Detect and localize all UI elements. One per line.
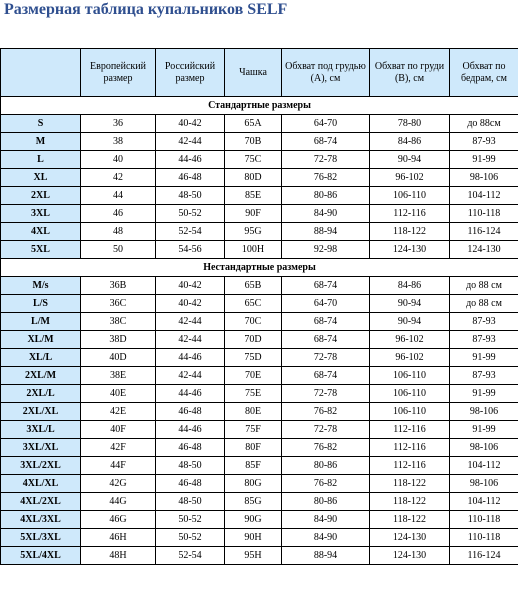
cell-eu-size: 44 [81,187,156,205]
cell-size: XL [1,169,81,187]
cell-underbust: 76-82 [282,475,370,493]
cell-size: L/S [1,295,81,313]
cell-hips: 87-93 [450,331,518,349]
cell-underbust: 84-90 [282,529,370,547]
cell-hips: 98-106 [450,439,518,457]
cell-ru-size: 42-44 [156,133,225,151]
header-ru-size: Российский размер [156,49,225,97]
cell-eu-size: 42G [81,475,156,493]
cell-bust: 106-110 [370,385,450,403]
cell-hips: 116-124 [450,547,518,565]
table-row [1,529,518,547]
cell-cup: 70C [225,313,282,331]
cell-bust: 84-86 [370,133,450,151]
cell-eu-size: 48 [81,223,156,241]
cell-eu-size: 46H [81,529,156,547]
cell-size: 2XL/XL [1,403,81,421]
table-row [1,511,518,529]
cell-ru-size: 48-50 [156,493,225,511]
cell-ru-size: 42-44 [156,367,225,385]
cell-size: 2XL/L [1,385,81,403]
cell-bust: 78-80 [370,115,450,133]
section-row [1,259,518,277]
cell-eu-size: 40E [81,385,156,403]
cell-ru-size: 50-52 [156,529,225,547]
table-row [1,151,518,169]
cell-underbust: 68-74 [282,331,370,349]
cell-bust: 118-122 [370,493,450,511]
cell-hips: 104-112 [450,187,518,205]
cell-hips: 104-112 [450,457,518,475]
table-row [1,403,518,421]
cell-underbust: 64-70 [282,115,370,133]
cell-size: XL/L [1,349,81,367]
cell-underbust: 76-82 [282,169,370,187]
cell-ru-size: 44-46 [156,349,225,367]
cell-eu-size: 42F [81,439,156,457]
cell-ru-size: 46-48 [156,439,225,457]
cell-ru-size: 46-48 [156,169,225,187]
cell-ru-size: 40-42 [156,277,225,295]
cell-cup: 70B [225,133,282,151]
cell-ru-size: 44-46 [156,385,225,403]
section-row [1,97,518,115]
cell-cup: 65C [225,295,282,313]
cell-ru-size: 52-54 [156,223,225,241]
cell-eu-size: 48H [81,547,156,565]
cell-hips: 98-106 [450,475,518,493]
cell-underbust: 68-74 [282,133,370,151]
cell-hips: 116-124 [450,223,518,241]
cell-underbust: 72-78 [282,385,370,403]
table-row [1,331,518,349]
cell-ru-size: 44-46 [156,421,225,439]
cell-size: XL/M [1,331,81,349]
cell-ru-size: 44-46 [156,151,225,169]
cell-cup: 95G [225,223,282,241]
page-title: Размерная таблица купальников SELF [4,1,288,18]
cell-cup: 75C [225,151,282,169]
cell-cup: 80F [225,439,282,457]
table-row [1,349,518,367]
cell-size: 4XL/XL [1,475,81,493]
cell-size: 2XL [1,187,81,205]
cell-eu-size: 44F [81,457,156,475]
cell-size: M/s [1,277,81,295]
cell-bust: 106-110 [370,367,450,385]
table-row [1,295,518,313]
cell-size: 4XL/2XL [1,493,81,511]
cell-bust: 118-122 [370,511,450,529]
cell-bust: 96-102 [370,349,450,367]
cell-ru-size: 50-52 [156,511,225,529]
table-body [1,97,518,565]
cell-cup: 90G [225,511,282,529]
table-row [1,385,518,403]
cell-hips: 91-99 [450,385,518,403]
cell-eu-size: 40D [81,349,156,367]
header-cup: Чашка [225,49,282,97]
cell-eu-size: 36 [81,115,156,133]
cell-eu-size: 46 [81,205,156,223]
cell-bust: 112-116 [370,421,450,439]
cell-hips: 110-118 [450,511,518,529]
cell-hips: 91-99 [450,349,518,367]
cell-eu-size: 40 [81,151,156,169]
cell-eu-size: 36B [81,277,156,295]
cell-size: 3XL/2XL [1,457,81,475]
cell-eu-size: 50 [81,241,156,259]
cell-underbust: 84-90 [282,205,370,223]
cell-cup: 80E [225,403,282,421]
cell-eu-size: 38 [81,133,156,151]
cell-bust: 118-122 [370,475,450,493]
cell-underbust: 76-82 [282,403,370,421]
cell-hips: до 88см [450,115,518,133]
cell-eu-size: 36C [81,295,156,313]
cell-cup: 90H [225,529,282,547]
cell-ru-size: 48-50 [156,187,225,205]
cell-hips: 87-93 [450,313,518,331]
cell-cup: 100H [225,241,282,259]
table-row [1,223,518,241]
cell-bust: 96-102 [370,169,450,187]
cell-size: M [1,133,81,151]
table-row [1,313,518,331]
cell-eu-size: 46G [81,511,156,529]
cell-cup: 70D [225,331,282,349]
cell-underbust: 76-82 [282,439,370,457]
cell-bust: 112-116 [370,205,450,223]
cell-size: 4XL [1,223,81,241]
cell-cup: 70E [225,367,282,385]
table-row [1,277,518,295]
cell-cup: 65A [225,115,282,133]
header-bust: Обхват по груди (B), см [370,49,450,97]
table-row [1,115,518,133]
section-title: Стандартные размеры [1,97,518,115]
table-row [1,187,518,205]
cell-ru-size: 54-56 [156,241,225,259]
cell-size: L [1,151,81,169]
cell-size: L/M [1,313,81,331]
cell-bust: 90-94 [370,295,450,313]
cell-size: 3XL/XL [1,439,81,457]
cell-cup: 85G [225,493,282,511]
cell-eu-size: 38C [81,313,156,331]
cell-ru-size: 50-52 [156,205,225,223]
cell-cup: 95H [225,547,282,565]
cell-hips: 110-118 [450,529,518,547]
cell-cup: 85F [225,457,282,475]
table-row [1,439,518,457]
cell-hips: 87-93 [450,367,518,385]
cell-cup: 85E [225,187,282,205]
table-row [1,367,518,385]
cell-eu-size: 40F [81,421,156,439]
table-row [1,241,518,259]
cell-hips: 91-99 [450,421,518,439]
table-row [1,457,518,475]
cell-underbust: 80-86 [282,457,370,475]
cell-bust: 124-130 [370,547,450,565]
cell-size: 5XL/4XL [1,547,81,565]
table-row [1,547,518,565]
cell-cup: 80D [225,169,282,187]
cell-hips: до 88 см [450,277,518,295]
table-row [1,475,518,493]
cell-eu-size: 44G [81,493,156,511]
cell-cup: 75D [225,349,282,367]
cell-size: 3XL [1,205,81,223]
cell-hips: 98-106 [450,169,518,187]
cell-underbust: 72-78 [282,151,370,169]
cell-hips: 98-106 [450,403,518,421]
cell-bust: 106-110 [370,187,450,205]
cell-underbust: 92-98 [282,241,370,259]
cell-size: 4XL/3XL [1,511,81,529]
table-row [1,493,518,511]
cell-size: 5XL [1,241,81,259]
cell-underbust: 80-86 [282,493,370,511]
cell-hips: 124-130 [450,241,518,259]
cell-bust: 106-110 [370,403,450,421]
header-underbust: Обхват под грудью (A), см [282,49,370,97]
cell-eu-size: 42 [81,169,156,187]
table-row [1,169,518,187]
cell-ru-size: 48-50 [156,457,225,475]
cell-cup: 75E [225,385,282,403]
cell-ru-size: 40-42 [156,295,225,313]
cell-hips: до 88 см [450,295,518,313]
cell-bust: 112-116 [370,457,450,475]
cell-hips: 104-112 [450,493,518,511]
header-eu-size: Европейский размер [81,49,156,97]
cell-bust: 124-130 [370,241,450,259]
cell-eu-size: 38E [81,367,156,385]
cell-ru-size: 40-42 [156,115,225,133]
cell-underbust: 68-74 [282,313,370,331]
cell-ru-size: 46-48 [156,475,225,493]
section-title: Нестандартные размеры [1,259,518,277]
cell-underbust: 72-78 [282,421,370,439]
size-table [0,48,518,565]
cell-bust: 84-86 [370,277,450,295]
cell-underbust: 64-70 [282,295,370,313]
cell-bust: 124-130 [370,529,450,547]
cell-bust: 90-94 [370,151,450,169]
cell-ru-size: 46-48 [156,403,225,421]
cell-ru-size: 42-44 [156,313,225,331]
cell-underbust: 68-74 [282,277,370,295]
cell-cup: 80G [225,475,282,493]
cell-size: 5XL/3XL [1,529,81,547]
header-row [1,49,518,97]
cell-bust: 90-94 [370,313,450,331]
cell-underbust: 88-94 [282,547,370,565]
cell-ru-size: 52-54 [156,547,225,565]
cell-cup: 65B [225,277,282,295]
cell-size: S [1,115,81,133]
cell-size: 3XL/L [1,421,81,439]
cell-underbust: 80-86 [282,187,370,205]
cell-cup: 90F [225,205,282,223]
table-row [1,133,518,151]
cell-bust: 96-102 [370,331,450,349]
cell-eu-size: 42E [81,403,156,421]
header-size [1,49,81,97]
cell-underbust: 68-74 [282,367,370,385]
cell-underbust: 88-94 [282,223,370,241]
cell-bust: 118-122 [370,223,450,241]
cell-hips: 87-93 [450,133,518,151]
cell-ru-size: 42-44 [156,331,225,349]
cell-bust: 112-116 [370,439,450,457]
cell-eu-size: 38D [81,331,156,349]
cell-size: 2XL/M [1,367,81,385]
table-row [1,205,518,223]
header-hips: Обхват по бедрам, см [450,49,518,97]
cell-cup: 75F [225,421,282,439]
cell-underbust: 72-78 [282,349,370,367]
cell-hips: 91-99 [450,151,518,169]
cell-hips: 110-118 [450,205,518,223]
table-row [1,421,518,439]
cell-underbust: 84-90 [282,511,370,529]
